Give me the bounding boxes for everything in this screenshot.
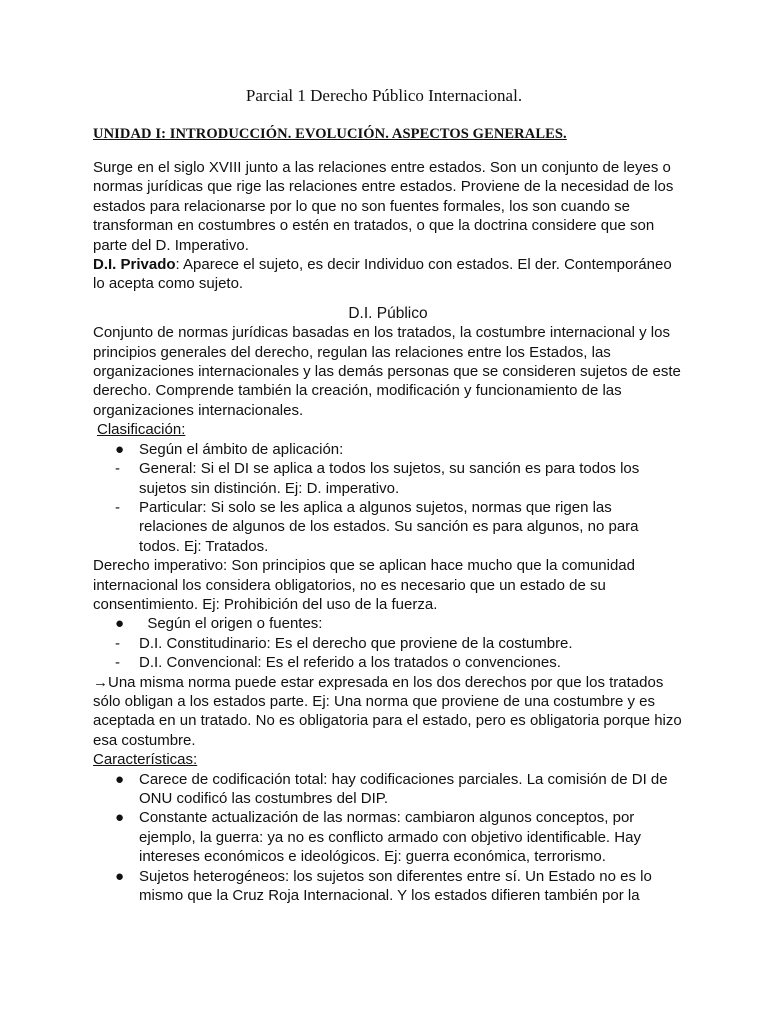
list-marker: ● (115, 440, 125, 458)
list-marker: - (115, 460, 120, 478)
intro-paragraph: Surge en el siglo XVIII junto a las relaciones entre estados. Son un conjunto de leyes o normas jurídicas que rige las relaciones entre estados. Proviene de la necesidad de los estados para relacionarse por lo que no son fuentes formales, los son cuando se transforman en costumbres o estén en tratados, o que la doctrina considere que son parte del D. Imperativo. (93, 159, 674, 254)
list-item-text: Sujetos heterogéneos: los sujetos son diferentes entre sí. Un Estado no es lo mismo que la Cruz Roja Internacional. Y los estados difieren también por la (139, 867, 652, 905)
list-item-text: Según el origen o fuentes: (139, 615, 323, 633)
list-item (93, 614, 683, 633)
clasificacion-text: Clasificación: (97, 421, 186, 439)
clasificacion-label (93, 420, 683, 439)
list-marker: ● (115, 615, 125, 633)
list-item-text: Carece de codificación total: hay codificaciones parciales. La comisión de DI de ONU codificó las costumbres del DIP. (139, 770, 668, 807)
list-marker: ● (115, 867, 125, 885)
caracteristicas-text: Características: (93, 751, 198, 769)
list-item (93, 440, 683, 459)
list-item (93, 867, 683, 906)
list-marker: - (115, 498, 120, 516)
list-marker: - (115, 634, 120, 652)
list-item (93, 770, 683, 809)
document-body (93, 158, 683, 905)
caracteristicas-list (93, 770, 683, 906)
list-item-text: Según el ámbito de aplicación: (139, 440, 344, 458)
list-item (93, 808, 683, 866)
list-item (93, 653, 683, 672)
list-item (93, 459, 683, 498)
list-item (93, 498, 683, 556)
list-item-text: Particular: Si solo se les aplica a algunos sujetos, normas que rigen las relaciones de algunos de los estados. Su sanción es para algunos, no para todos. Ej: Tratados. (139, 498, 639, 555)
privado-label: D.I. Privado (93, 256, 176, 274)
list-item-text: D.I. Constitudinario: Es el derecho que proviene de la costumbre. (139, 634, 573, 652)
caracteristicas-label (93, 750, 683, 769)
list-marker: - (115, 654, 120, 672)
arrow-note-paragraph: →Una misma norma puede estar expresada en los dos derechos por que los tratados sólo obligan a los estados parte. Ej: Una norma que proviene de una costumbre y es aceptada en un tratado. No es obligatoria para el estado, pero es obligatoria porque hizo esa costumbre. (93, 673, 682, 749)
list-item (93, 634, 683, 653)
list-marker: ● (115, 770, 125, 788)
unit-heading: UNIDAD I: INTRODUCCIÓN. EVOLUCIÓN. ASPECTOS GENERALES. (93, 126, 567, 142)
list-item-text: Constante actualización de las normas: cambiaron algunos conceptos, por ejemplo, la guerra: ya no es conflicto armado con objetivo identificable. Hay intereses económicos e ideológicos. Ej: guerra económica, terrorismo. (139, 809, 641, 866)
origen-list (93, 614, 683, 672)
privado-paragraph (93, 255, 683, 294)
list-item-text: D.I. Convencional: Es el referido a los tratados o convenciones. (139, 654, 561, 672)
list-item-text: General: Si el DI se aplica a todos los sujetos, su sanción es para todos los sujetos sin distinción. Ej: D. imperativo. (139, 460, 640, 497)
clasificacion-list (93, 440, 683, 556)
list-marker: ● (115, 809, 125, 827)
document-title: Parcial 1 Derecho Público Internacional. (245, 86, 523, 105)
imperativo-paragraph: Derecho imperativo: Son principios que se aplican hace mucho que la comunidad internacional los considera obligatorios, no es necesario que un estado de su consentimiento. Ej: Prohibición del uso de la fuerza. (93, 557, 635, 613)
publico-heading: D.I. Público (348, 304, 428, 322)
publico-definition: Conjunto de normas jurídicas basadas en los tratados, la costumbre internacional y los principios generales del derecho, regulan las relaciones entre los Estados, las organizaciones internacionales y las demás personas que se consideren sujetos de este derecho. Comprende también la creación, modificación y funcionamiento de las organizaciones internacionales. (93, 324, 681, 419)
privado-text: : Aparece el sujeto, es decir Individuo con estados. El der. Contemporáneo lo acepta como sujeto. (93, 256, 672, 293)
